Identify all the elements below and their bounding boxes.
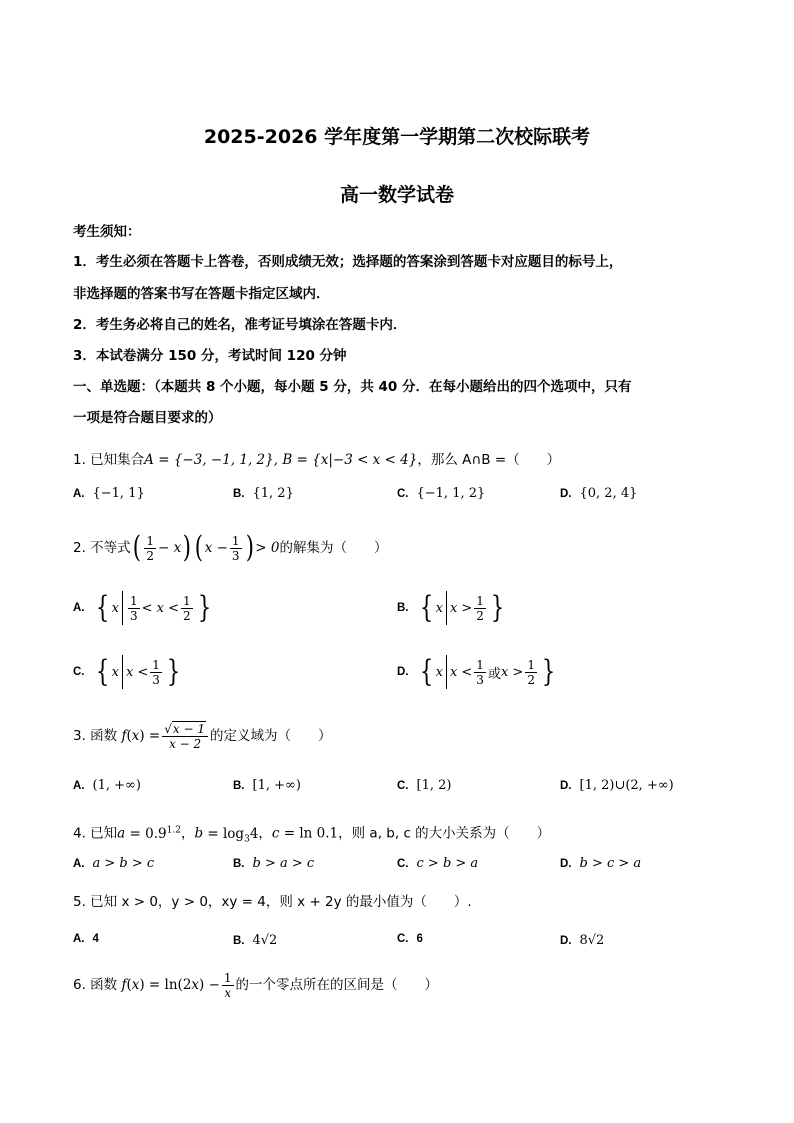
exam-subtitle: 高一数学试卷: [339, 184, 454, 206]
q4-option-a: A. a > b > c: [73, 856, 155, 871]
q3-option-d: D. [1, 2)∪(2, +∞): [560, 778, 674, 793]
q2-option-c: C. { x x < $\frac{1}{3}$ }: [73, 654, 181, 689]
q5-option-b: B. 4√2: [233, 933, 278, 948]
q4-option-c: C. c > b > a: [397, 856, 479, 871]
q1-option-d: D. {0, 2, 4}: [560, 486, 638, 501]
q5-option-c: C. 6: [397, 933, 423, 945]
q3-option-b: B. [1, +∞): [233, 778, 301, 793]
notice-item1-line2: 非选择题的答案书写在答题卡指定区域内．: [73, 286, 330, 302]
q2-option-b: B. { x x > $\frac{1}{2}$ }: [397, 590, 505, 625]
q1-option-a: A. {−1, 1}: [73, 486, 145, 501]
q1-option-c: C. {−1, 1, 2}: [397, 486, 486, 501]
q3-option-a: A. (1, +∞): [73, 778, 141, 793]
exam-title: 2025-2026 学年度第一学期第二次校际联考: [203, 126, 591, 148]
notice-item1-line1: 1．考生必须在答题卡上答卷，否则成绩无效；选择题的答案涂到答题卡对应题目的标号上，: [73, 254, 623, 270]
q4-option-b: B. b > a > c: [233, 856, 315, 871]
section1-line2: 一项是符合题目要求的）: [73, 410, 222, 426]
section1-line1: 一、单选题：（本题共 8 个小题，每小题 5 分，共 40 分．在每小题给出的四个选项中，只有: [73, 379, 632, 395]
q4-option-d: D. b > c > a: [560, 856, 642, 871]
q5-option-a: A. 4: [73, 933, 99, 945]
q5-stem: 5. 已知 x > 0，y > 0，xy = 4，则 x + 2y 的最小值为（ ）.: [73, 894, 472, 910]
notice-item3: 3．本试卷满分 150 分，考试时间 120 分钟: [73, 348, 347, 364]
q4-stem: 4. 已知$a = 0.9^{1.2}$，$b = \log_34$，c = ln 0.1，则 a, b, c 的大小关系为（ ）: [73, 825, 551, 845]
q3-option-c: C. [1, 2): [397, 778, 452, 793]
q5-option-d: D. 8√2: [560, 933, 605, 948]
notice-heading: 考生须知：: [73, 224, 141, 240]
q6-stem: 6. 函数 f ( x ) = ln(2 x ) − $\frac{1}{x}$ 的一个零点所在的区间是（ ）: [73, 970, 439, 1000]
q2-option-a: A. { x $\frac{1}{3}$ < x < $\frac{1}{2}$ }: [73, 590, 211, 625]
q1-option-b: B. {1, 2}: [233, 486, 294, 501]
q2-stem: 2. 不等式 ( $\frac{1}{2}$ − x ) ( x − $\frac{1}{3}$ ) > 0 的解集为（ ）: [73, 530, 388, 565]
q1-stem: 1. 已知集合A = {−3, −1, 1, 2}, B = {x|−3 < x < 4}，那么 A∩B =（ ）: [73, 452, 561, 468]
q3-stem: 3. 函数 f ( x ) = $\frac{√x - 1}{x - 2}$ 的定义域为（ ）: [73, 721, 332, 751]
notice-item2: 2．考生务必将自己的姓名，准考证号填涂在答题卡内．: [73, 317, 407, 333]
q2-option-d: D. { x x < $\frac{1}{3}$ 或 x > $\frac{1}{2}$ }: [397, 654, 556, 689]
